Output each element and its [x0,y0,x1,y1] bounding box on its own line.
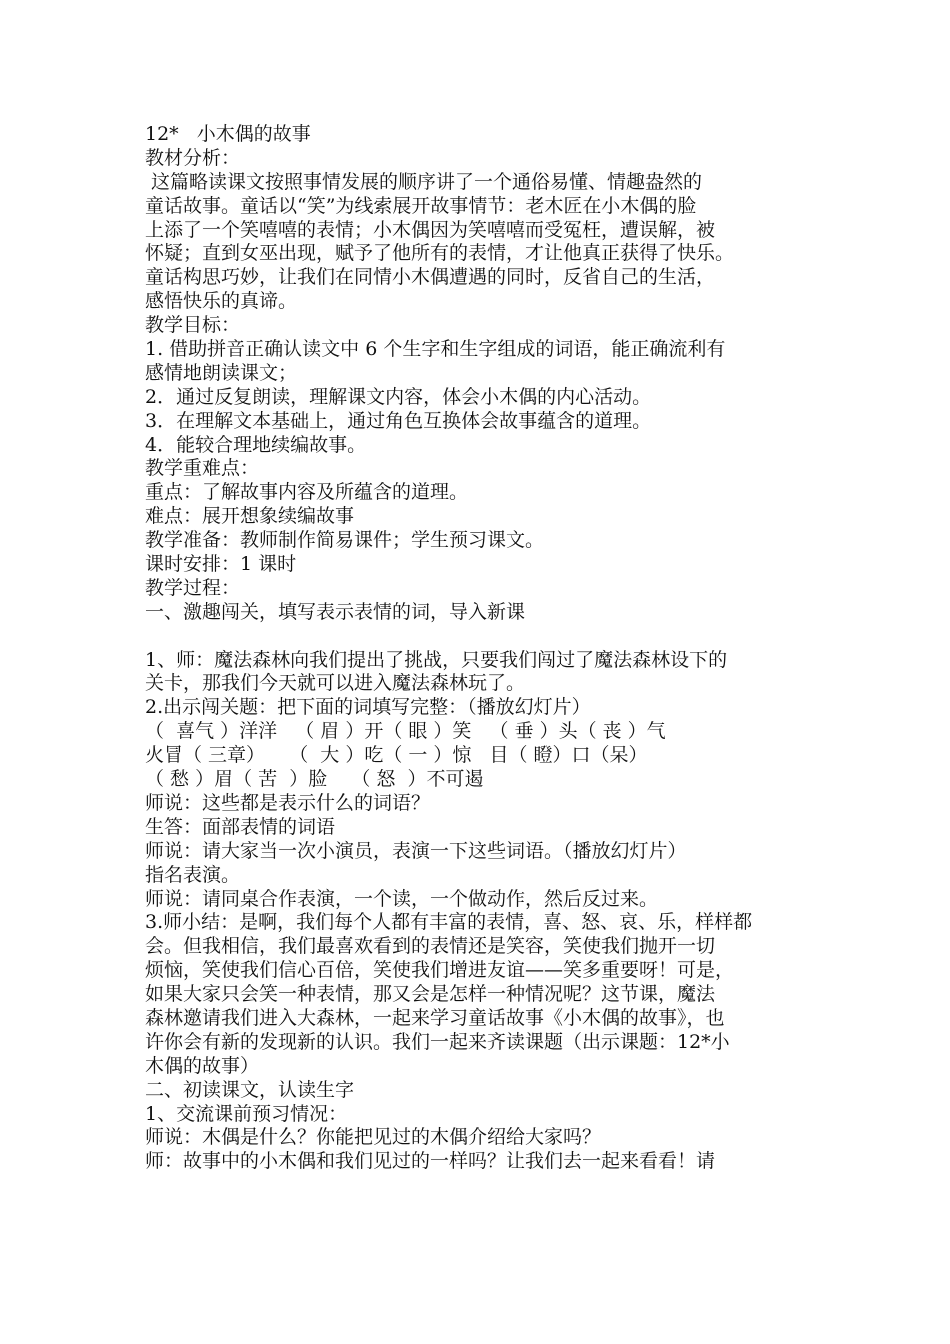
process-line: 生答：面部表情的词语 [145,815,336,838]
key-point-line: 重点：了解故事内容及所蕴含的道理。 [145,481,469,504]
idiom-line: （ 喜气 ）洋洋 （ 眉 ）开（ 眼 ）笑 （ 垂 ）头（ 丧 ）气 [145,720,666,743]
heading-teaching-goals: 教学目标： [145,314,241,337]
heading-material-analysis: 教材分析： [145,146,241,169]
process-line: 1、师：魔法森林向我们提出了挑战，只要我们闯过了魔法森林设下的 [145,648,728,671]
process-line: 师说：请大家当一次小演员，表演一下这些词语。（播放幻灯片） [145,839,687,862]
process-line: 师：故事中的小木偶和我们见过的一样吗？让我们去一起来看看！请 [145,1150,716,1173]
preparation-line: 教学准备：教师制作简易课件；学生预习课文。 [145,529,545,552]
goal-line: 4．能较合理地续编故事。 [145,433,367,456]
analysis-text-line: 童话故事。童话以“笑”为线索展开故事情节：老木匠在小木偶的脸 [145,194,697,217]
blank-line [145,625,810,649]
heading-key-points: 教学重难点： [145,457,260,480]
analysis-text-line: 感悟快乐的真谛。 [145,290,298,313]
analysis-text-line: 这篇略读课文按照事情发展的顺序讲了一个通俗易懂、情趣盎然的 [145,170,703,193]
lesson-title: 12* 小木偶的故事 [145,123,311,145]
goal-line: 1. 借助拼音正确认读文中 6 个生字和生字组成的词语，能正确流利有 [145,338,726,361]
analysis-text-line: 怀疑；直到女巫出现，赋予了他所有的表情，才让他真正获得了快乐。 [145,242,735,265]
process-line: 木偶的故事） [145,1054,260,1077]
document-body [145,123,810,1174]
process-line: 会。但我相信，我们最喜欢看到的表情还是笑容，笑使我们抛开一切 [145,935,716,958]
analysis-text-line: 上添了一个笑嘻嘻的表情；小木偶因为笑嘻嘻而受冤枉，遭误解，被 [145,218,716,241]
process-line: 1、交流课前预习情况： [145,1102,348,1125]
goal-line: 3．在理解文本基础上，通过角色互换体会故事蕴含的道理。 [145,409,652,432]
process-line: 2.出示闯关题：把下面的词填写完整：（播放幻灯片） [145,696,591,719]
process-line: 师说：木偶是什么？你能把见过的木偶介绍给大家吗？ [145,1126,602,1149]
process-line: 关卡，那我们今天就可以进入魔法森林玩了。 [145,672,526,695]
process-line: 师说：请同桌合作表演，一个读，一个做动作，然后反过来。 [145,887,659,910]
goal-line: 感情地朗读课文； [145,361,298,384]
process-line: 森林邀请我们进入大森林，一起来学习童话故事《小木偶的故事》，也 [145,1006,725,1029]
process-line: 如果大家只会笑一种表情，那又会是怎样一种情况呢？这节课，魔法 [145,983,716,1006]
idiom-line: 火冒（ 三章） （ 大 ）吃（ 一 ）惊 目（ 瞪）口（呆） [145,744,648,767]
process-line: 烦恼，笑使我们信心百倍，笑使我们增进友谊——笑多重要呀！可是， [145,959,735,982]
goal-line: 2．通过反复朗读，理解课文内容，体会小木偶的内心活动。 [145,385,652,408]
idiom-line: （ 愁 ）眉（ 苦 ）脸 （ 怒 ）不可遏 [145,768,484,791]
process-line: 指名表演。 [145,863,241,886]
process-line: 3.师小结：是啊，我们每个人都有丰富的表情，喜、怒、哀、乐，样样都 [145,911,753,934]
section-heading: 二、初读课文，认读生字 [145,1078,355,1101]
process-line: 许你会有新的发现新的认识。我们一起来齐读课题（出示课题：12*小 [145,1030,730,1053]
process-line: 师说：这些都是表示什么的词语？ [145,791,431,814]
analysis-text-line: 童话构思巧妙，让我们在同情小木偶遭遇的同时，反省自己的生活， [145,266,716,289]
difficulty-line: 难点：展开想象续编故事 [145,505,355,528]
heading-teaching-process: 教学过程： [145,576,241,599]
schedule-line: 课时安排：1 课时 [145,553,297,576]
section-heading: 一、激趣闯关，填写表示表情的词，导入新课 [145,600,526,623]
